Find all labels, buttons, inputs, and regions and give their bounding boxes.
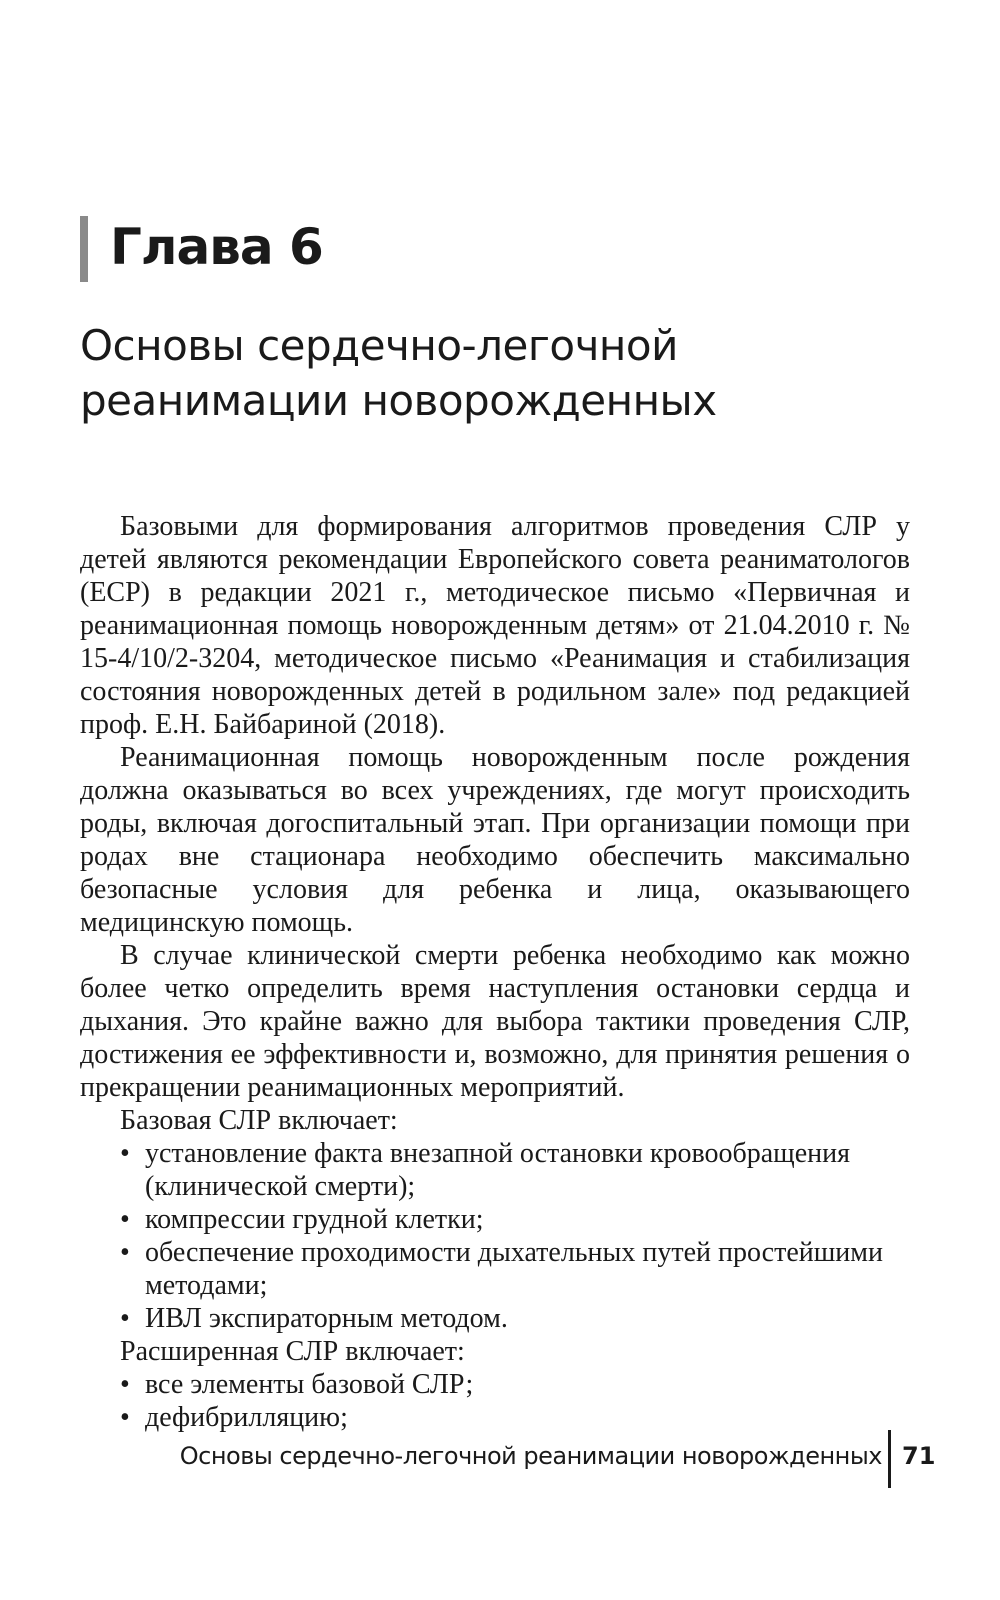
bullet-icon: •	[120, 1237, 130, 1268]
list-item-text: ИВЛ экспираторным методом.	[145, 1303, 508, 1334]
bullet-icon: •	[120, 1402, 130, 1433]
list-item-text: компрессии грудной клетки;	[145, 1204, 484, 1235]
bullet-icon: •	[120, 1204, 130, 1235]
footer-divider	[888, 1430, 891, 1488]
paragraph: Реанимационная помощь новорожденным после рождения должна оказываться во всех учреждениях, где могут происходить роды, включая догоспитальный этап. При организации помощи при родах вне стационара необходимо обеспечить максимально безопасные условия для ребенка и лица, оказывающего медицинскую помощь.	[80, 742, 910, 938]
chapter-marker-bar	[80, 216, 88, 282]
paragraph: Базовыми для формирования алгоритмов проведения СЛР у детей являются рекомендации Европейского совета реаниматологов (ЕСР) в редакции 2021 г., методическое письмо «Первичная и реанимационная помощь новорожденным детям» от 21.04.2010 г. № 15-4/10/2-3204, методическое письмо «Реанимация и стабилизация состояния новорожденных детей в родильном зале» под редакцией проф. Е.Н. Байбариной (2018).	[80, 511, 910, 740]
list-item	[120, 1137, 910, 1203]
chapter-label: Глава 6	[110, 218, 323, 276]
body-text	[80, 510, 910, 1434]
list-item-text: установление факта внезапной остановки кровообращения (клинической смерти);	[145, 1138, 850, 1202]
advanced-cpr-list	[80, 1368, 910, 1434]
list-item	[120, 1368, 910, 1401]
bullet-icon: •	[120, 1138, 130, 1169]
list-item	[120, 1401, 910, 1434]
basic-cpr-list	[80, 1137, 910, 1335]
basic-cpr-intro: Базовая СЛР включает:	[120, 1105, 398, 1136]
bullet-icon: •	[120, 1369, 130, 1400]
list-item	[120, 1302, 910, 1335]
list-item-text: дефибрилляцию;	[145, 1402, 348, 1433]
list-item-text: обеспечение проходимости дыхательных путей простейшими методами;	[145, 1237, 883, 1301]
advanced-cpr-intro: Расширенная СЛР включает:	[120, 1336, 465, 1367]
running-footer-title: Основы сердечно-легочной реанимации новорожденных	[179, 1442, 882, 1470]
list-item-text: все элементы базовой СЛР;	[145, 1369, 474, 1400]
paragraph: В случае клинической смерти ребенка необходимо как можно более четко определить время наступления остановки сердца и дыхания. Это крайне важно для выбора тактики проведения СЛР, достижения ее эффективности и, возможно, для принятия решения о прекращении реанимационных мероприятий.	[80, 940, 910, 1103]
bullet-icon: •	[120, 1303, 130, 1334]
list-item	[120, 1236, 910, 1302]
page-number: 71	[902, 1442, 936, 1470]
chapter-title: Основы сердечно-легочной реанимации новорожденных	[80, 321, 717, 425]
list-item	[120, 1203, 910, 1236]
